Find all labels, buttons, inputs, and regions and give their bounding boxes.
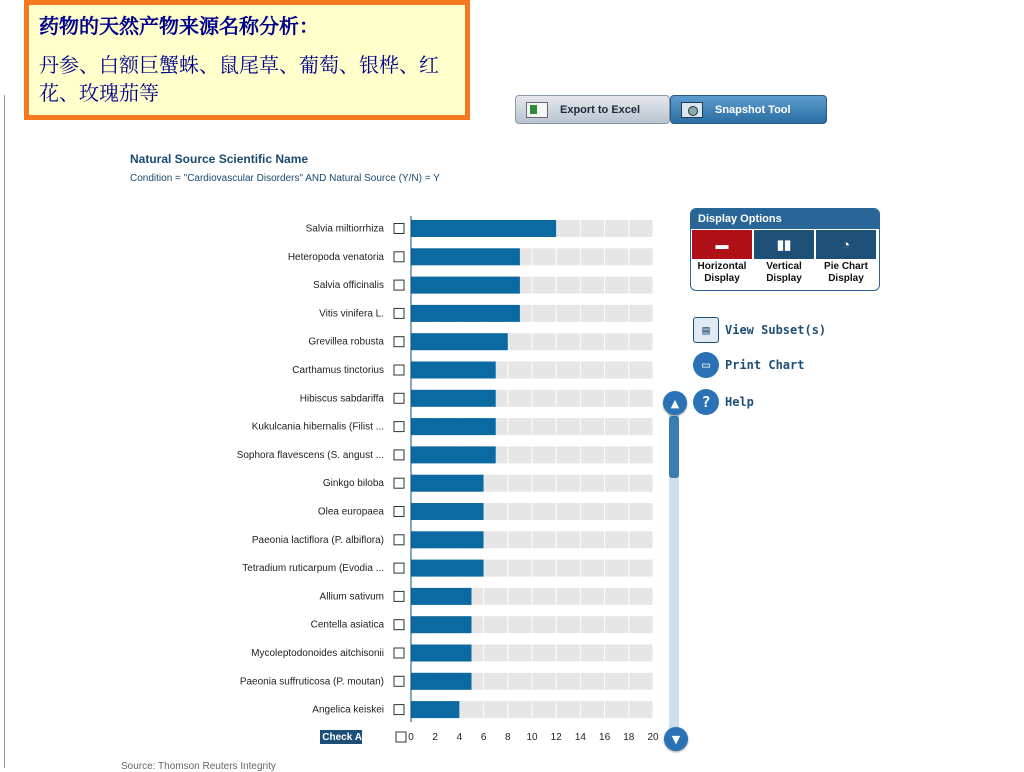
chart-condition: Condition = "Cardiovascular Disorders" AND Natural Source (Y/N) = Y xyxy=(130,173,440,184)
snapshot-tool-button[interactable] xyxy=(670,95,827,124)
category-checkbox[interactable] xyxy=(394,365,404,375)
category-label: Sophora flavescens (S. angust ... xyxy=(236,449,384,461)
source-note: Source: Thomson Reuters Integrity xyxy=(121,761,276,772)
help-icon: ? xyxy=(693,389,719,415)
category-checkbox[interactable] xyxy=(394,676,404,686)
category-label: Heteropoda venatoria xyxy=(287,251,384,263)
category-checkbox[interactable] xyxy=(394,478,404,488)
category-checkbox[interactable] xyxy=(394,450,404,460)
bar xyxy=(411,616,472,633)
category-label: Centella asiatica xyxy=(310,619,384,631)
category-label: Salvia miltiorrhiza xyxy=(305,223,384,235)
snapshot-tool-label: Snapshot Tool xyxy=(715,103,791,116)
annotation-title: 药物的天然产物来源名称分析： xyxy=(39,14,319,38)
category-checkbox[interactable] xyxy=(394,337,404,347)
category-checkbox[interactable] xyxy=(394,591,404,601)
bar xyxy=(411,475,484,492)
bar xyxy=(411,531,484,548)
bar xyxy=(411,560,484,577)
category-label: Carthamus tinctorius xyxy=(292,365,384,376)
horizontal-bars-icon: ▬ xyxy=(715,237,729,252)
x-tick-label: 6 xyxy=(480,732,487,743)
scroll-down-button[interactable] xyxy=(664,727,688,751)
scrollbar-thumb[interactable] xyxy=(669,416,679,478)
bar xyxy=(411,503,484,520)
category-checkbox[interactable] xyxy=(394,620,404,630)
x-tick-label: 0 xyxy=(408,732,414,743)
category-label: Grevillea robusta xyxy=(308,336,384,348)
bar xyxy=(411,588,472,605)
print-chart-label: Print Chart xyxy=(725,358,805,372)
category-label: Vitis vinifera L. xyxy=(319,308,384,320)
x-tick-label: 8 xyxy=(505,732,511,743)
pie-chart-display-option[interactable] xyxy=(815,229,877,285)
export-to-excel-label: Export to Excel xyxy=(560,103,641,116)
view-subset-link[interactable] xyxy=(693,317,826,343)
category-checkbox[interactable] xyxy=(394,308,404,318)
view-subset-label: View Subset(s) xyxy=(725,323,827,337)
horizontal-display-option[interactable] xyxy=(691,229,753,285)
category-checkbox[interactable] xyxy=(394,280,404,290)
category-label: Mycoleptodonoides aitchisonii xyxy=(251,648,384,659)
display-options-panel xyxy=(690,208,880,291)
category-checkbox[interactable] xyxy=(394,393,404,403)
scroll-up-button[interactable] xyxy=(663,391,687,415)
bar xyxy=(411,673,472,690)
chevron-down-icon: ▼ xyxy=(671,732,681,746)
horizontal-display-label-1: Horizontal xyxy=(697,261,747,272)
x-tick-label: 20 xyxy=(647,732,659,743)
bar xyxy=(411,362,496,379)
display-options-title: Display Options xyxy=(691,209,879,229)
category-label: Angelica keiskei xyxy=(312,704,384,716)
category-checkbox[interactable] xyxy=(394,224,404,234)
pie-chart-icon: ◔ xyxy=(842,237,850,252)
bar xyxy=(411,701,459,718)
category-checkbox[interactable] xyxy=(394,705,404,715)
print-chart-link[interactable] xyxy=(693,352,804,378)
category-label: Paeonia lactiflora (P. albiflora) xyxy=(251,534,384,546)
printer-icon: ▭ xyxy=(693,352,719,378)
help-label: Help xyxy=(725,395,754,409)
category-checkbox[interactable] xyxy=(394,535,404,545)
check-all-button[interactable]: ↑ Check All xyxy=(314,731,368,743)
bar xyxy=(411,277,520,294)
x-tick-label: 2 xyxy=(432,732,438,743)
vertical-bars-icon: ▮▮ xyxy=(776,236,792,252)
bar xyxy=(411,248,520,265)
x-tick-label: 16 xyxy=(599,732,611,743)
x-tick-label: 12 xyxy=(550,732,562,743)
annotation-body: 丹参、白额巨蟹蛛、鼠尾草、葡萄、银桦、红花、玫瑰茄等 xyxy=(39,53,439,105)
vertical-display-label-2: Display xyxy=(766,273,802,284)
help-link[interactable] xyxy=(693,389,754,415)
category-checkbox[interactable] xyxy=(394,648,404,658)
x-tick-label: 4 xyxy=(456,732,463,743)
chart-title: Natural Source Scientific Name xyxy=(130,152,309,166)
category-label: Kukulcania hibernalis (Filist ... xyxy=(251,421,384,433)
category-label: Allium sativum xyxy=(319,591,384,603)
vertical-display-option[interactable] xyxy=(753,229,815,285)
bar xyxy=(411,418,496,435)
category-checkbox[interactable] xyxy=(394,563,404,573)
category-label: Salvia officinalis xyxy=(313,280,384,292)
category-checkbox[interactable] xyxy=(394,507,404,517)
horizontal-display-label-2: Display xyxy=(704,273,740,284)
x-tick-label: 18 xyxy=(623,732,635,743)
check-all-checkbox[interactable] xyxy=(396,732,406,742)
category-checkbox[interactable] xyxy=(394,252,404,262)
x-tick-label: 14 xyxy=(574,732,586,743)
pie-chart-display-label-1: Pie Chart xyxy=(824,261,868,272)
category-label: Tetradium ruticarpum (Evodia ... xyxy=(242,563,384,575)
subset-list-icon: ▤ xyxy=(693,317,719,343)
vertical-display-label-1: Vertical xyxy=(766,261,802,272)
bar xyxy=(411,305,520,322)
chevron-up-icon: ▲ xyxy=(670,396,680,410)
bar xyxy=(411,390,496,407)
bar xyxy=(411,333,508,350)
pie-chart-display-label-2: Display xyxy=(828,273,864,284)
category-label: Ginkgo biloba xyxy=(322,478,384,490)
bar xyxy=(411,446,496,463)
category-label: Paeonia suffruticosa (P. moutan) xyxy=(239,676,384,688)
x-tick-label: 10 xyxy=(526,732,538,743)
bar xyxy=(411,645,472,662)
category-checkbox[interactable] xyxy=(394,422,404,432)
bar xyxy=(411,220,556,237)
category-label: Hibiscus sabdariffa xyxy=(299,393,384,405)
category-label: Olea europaea xyxy=(317,506,384,518)
